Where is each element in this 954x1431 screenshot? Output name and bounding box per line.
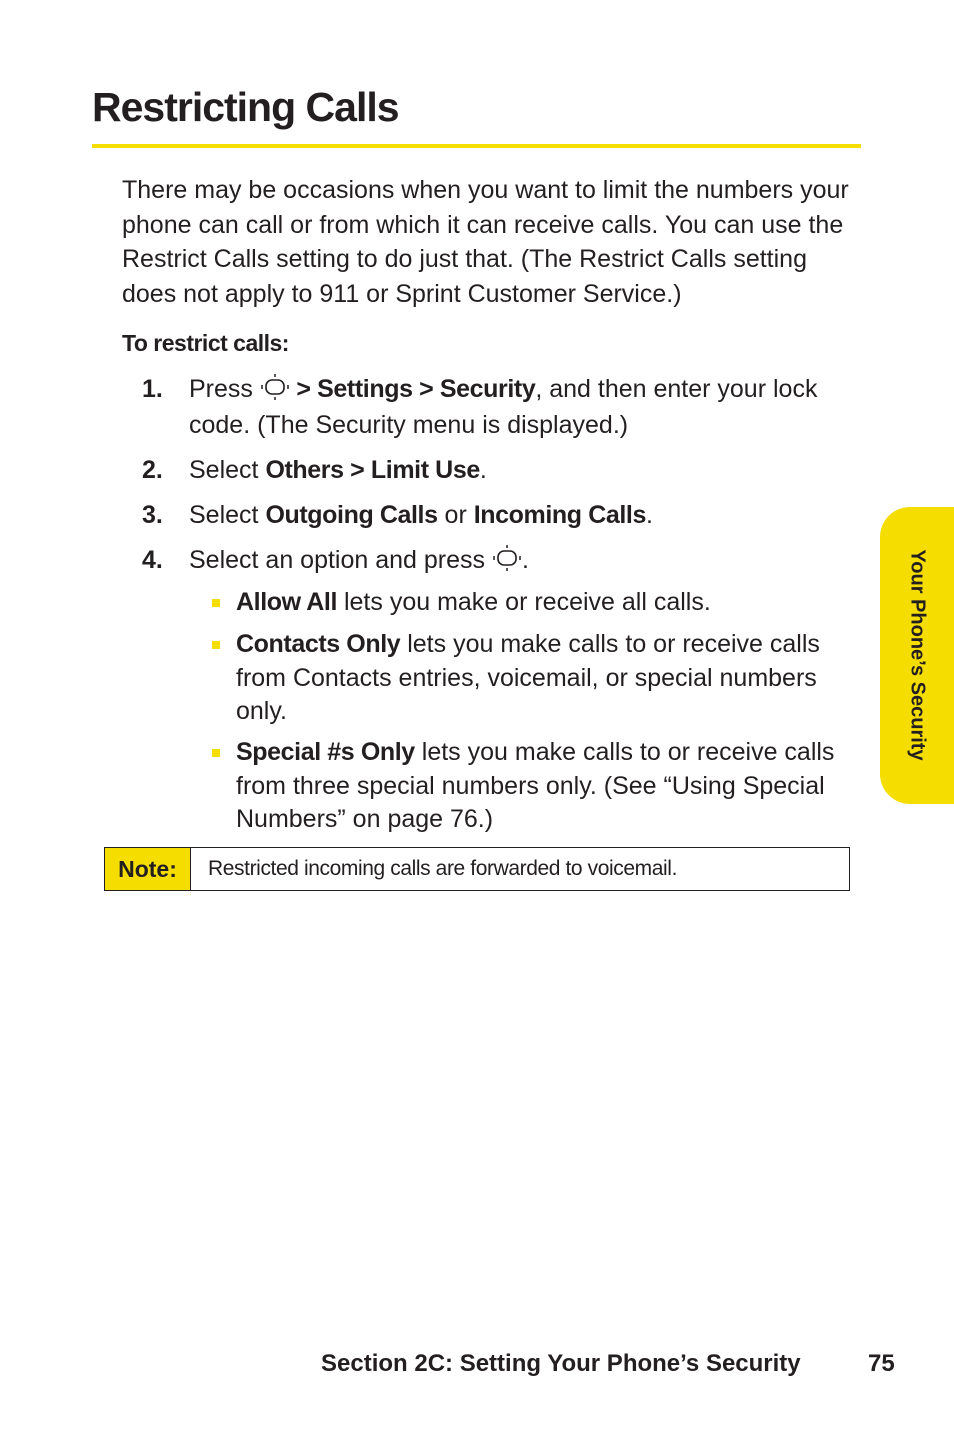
bullet-square-icon <box>212 641 220 649</box>
option-description: lets you make calls to or receive calls from Contacts entries, voicemail, or special numbers only. <box>236 630 820 725</box>
step-text-pre: Select an option and press <box>189 546 492 574</box>
note-box <box>104 847 850 891</box>
step-option-incoming: Incoming Calls <box>473 501 646 529</box>
step-text-pre: Press <box>189 375 260 403</box>
step-number: 1. <box>142 375 163 403</box>
step-number: 4. <box>142 546 163 574</box>
option-contacts-only <box>212 628 860 729</box>
step-text <box>189 452 862 488</box>
step-text-post: . <box>645 501 653 529</box>
step-text <box>189 542 862 578</box>
step-text-pre: Select <box>189 456 266 484</box>
option-allow-all <box>212 586 860 620</box>
option-name: Contacts Only <box>236 630 401 658</box>
step-4 <box>142 542 862 578</box>
step-text-pre: Select <box>189 501 266 529</box>
page-title: Restricting Calls <box>92 84 399 130</box>
option-text <box>236 736 860 837</box>
step-3 <box>142 497 862 533</box>
step-text-post: . <box>479 456 487 484</box>
option-name: Allow All <box>236 588 338 616</box>
step-text <box>189 371 862 443</box>
step-text-mid: or <box>437 501 474 529</box>
page-number: 75 <box>868 1350 895 1377</box>
footer-section-title: Section 2C: Setting Your Phone’s Security <box>321 1350 801 1377</box>
step-number: 2. <box>142 456 163 484</box>
intro-paragraph: There may be occasions when you want to limit the numbers your phone can call or from which it can receive calls. You can use the Restrict Calls setting to do just that. (The Restrict Calls setting does not apply to 911 or Sprint Customer Service.) <box>122 176 849 308</box>
step-menu-path: > Settings > Security <box>289 375 536 403</box>
menu-ok-key-icon <box>492 544 522 572</box>
option-name: Special #s Only <box>236 738 415 766</box>
note-text: Restricted incoming calls are forwarded to voicemail. <box>208 857 677 880</box>
menu-ok-key-icon <box>260 373 290 401</box>
side-tab-label: Your Phone’s Security <box>906 549 929 761</box>
title-rule <box>92 144 861 148</box>
step-1 <box>142 371 862 443</box>
step-text <box>189 497 862 533</box>
bullet-square-icon <box>212 599 220 607</box>
step-menu-path: Others > Limit Use <box>265 456 480 484</box>
step-text-post: . <box>521 546 529 574</box>
bullet-square-icon <box>212 749 220 757</box>
step-option-outgoing: Outgoing Calls <box>265 501 438 529</box>
step-2 <box>142 452 862 488</box>
step-number: 3. <box>142 501 163 529</box>
option-text <box>236 586 860 620</box>
procedure-heading: To restrict calls: <box>122 330 289 356</box>
option-description: lets you make calls to or receive calls from three special numbers only. (See “Using Special Numbers” on page 76.) <box>236 738 835 833</box>
option-special-numbers-only <box>212 736 860 837</box>
note-label: Note: <box>105 848 191 890</box>
option-text <box>236 628 860 729</box>
option-description: lets you make or receive all calls. <box>337 588 711 616</box>
step-text-post: , and then enter your lock code. (The Security menu is displayed.) <box>189 375 818 439</box>
